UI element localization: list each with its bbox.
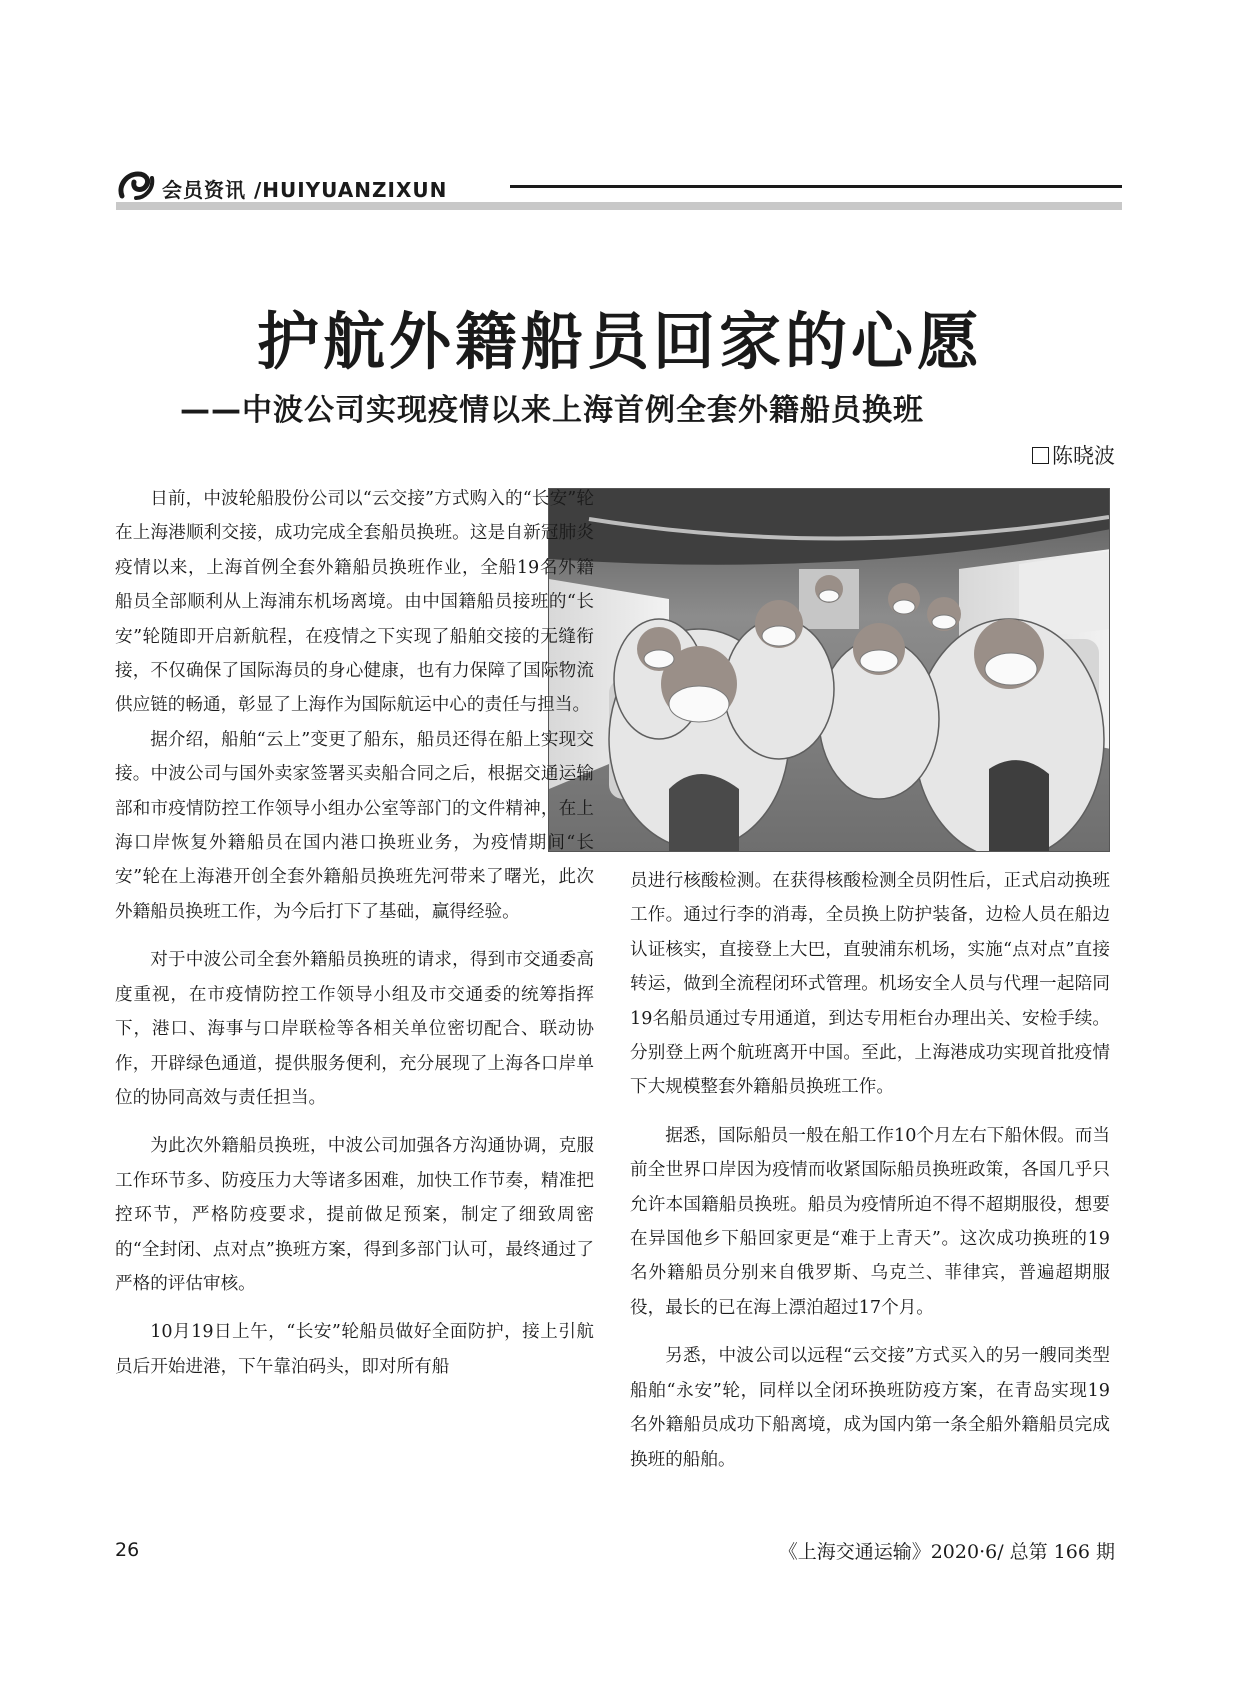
body-paragraph: 另悉，中波公司以远程“云交接”方式买入的另一艘同类型船舶“永安”轮，同样以全闭环换班防疫方案，在青岛实现19名外籍船员成功下船离境，成为国内第一条全船外籍船员完成换班的船舶。 (630, 1346, 1110, 1470)
page-number: 26 (115, 1539, 140, 1561)
header-rule (510, 185, 1122, 188)
article-title: 护航外籍船员回家的心愿 (256, 305, 983, 378)
body-paragraph: 日前，中波轮船股份公司以“云交接”方式购入的“长安”轮在上海港顺利交接，成功完成全套船员换班。这是自新冠肺炎疫情以来，上海首例全套外籍船员换班作业，全船19名外籍船员全部顺利从上海浦东机场离境。由中国籍船员接班的“长安”轮随即开启新航程，在疫情之下实现了船舶交接的无缝衔接，不仅确保了国际海员的身心健康，也有力保障了国际物流供应链的畅通，彰显了上海作为国际航运中心的责任与担当。 (115, 489, 594, 716)
magazine-logo-icon (116, 168, 156, 202)
bus-crew-photo (549, 489, 1110, 852)
article-author: 陈晓波 (1032, 440, 1115, 470)
section-header (116, 168, 1122, 208)
body-paragraph: 10月19日上午，“长安”轮船员做好全面防护，接上引航员后开始进港，下午靠泊码头，即对所有船 (115, 1322, 594, 1377)
body-paragraph: 为此次外籍船员换班，中波公司加强各方沟通协调，克服工作环节多、防疫压力大等诸多困难，加快工作节奏，精准把控环节，严格防疫要求，提前做足预案，制定了细致周密的“全封闭、点对点”换班方案，得到多部门认可，最终通过了严格的评估审核。 (115, 1136, 594, 1294)
header-shade-bar (116, 202, 1122, 210)
article-subtitle: ——中波公司实现疫情以来上海首例全套外籍船员换班 (180, 393, 924, 428)
body-paragraph: 据悉，国际船员一般在船工作10个月左右下船休假。而当前全世界口岸因为疫情而收紧国际船员换班政策，各国几乎只允许本国籍船员换班。船员为疫情所迫不得不超期服役，想要在异国他乡下船回家更是“难于上青天”。这次成功换班的19名外籍船员分别来自俄罗斯、乌克兰、菲律宾，普遍超期服役，最长的已在海上漂泊超过17个月。 (630, 1125, 1110, 1318)
article-photo (548, 488, 1110, 852)
article-column-right (630, 864, 1110, 1477)
body-paragraph: 员进行核酸检测。在获得核酸检测全员阴性后，正式启动换班工作。通过行李的消毒，全员换上防护装备，边检人员在船边认证核实，直接登上大巴，直驶浦东机场，实施“点对点”直接转运，做到全流程闭环式管理。机场安全人员与代理一起陪同19名船员通过专用通道，到达专用柜台办理出关、安检手续。分别登上两个航班离开中国。至此，上海港成功实现首批疫情下大规模整套外籍船员换班工作。 (630, 871, 1110, 1098)
body-paragraph: 据介绍，船舶“云上”变更了船东，船员还得在船上实现交接。中波公司与国外卖家签署买卖船合同之后，根据交通运输部和市疫情防控工作领导小组办公室等部门的文件精神，在上海口岸恢复外籍船员在国内港口换班业务，为疫情期间“长安”轮在上海港开创全套外籍船员换班先河带来了曙光，此次外籍船员换班工作，为今后打下了基础，赢得经验。 (115, 729, 594, 922)
body-paragraph: 对于中波公司全套外籍船员换班的请求，得到市交通委高度重视，在市疫情防控工作领导小组及市交通委的统筹指挥下，港口、海事与口岸联检等各相关单位密切配合、联动协作，开辟绿色通道，提供服务便利，充分展现了上海各口岸单位的协同高效与责任担当。 (115, 950, 594, 1108)
journal-info: 《上海交通运输》2020·6/ 总第 166 期 (778, 1541, 1115, 1563)
section-title: 会员资讯 /HUIYUANZIXUN (162, 178, 448, 202)
article-column-left (115, 482, 594, 1384)
